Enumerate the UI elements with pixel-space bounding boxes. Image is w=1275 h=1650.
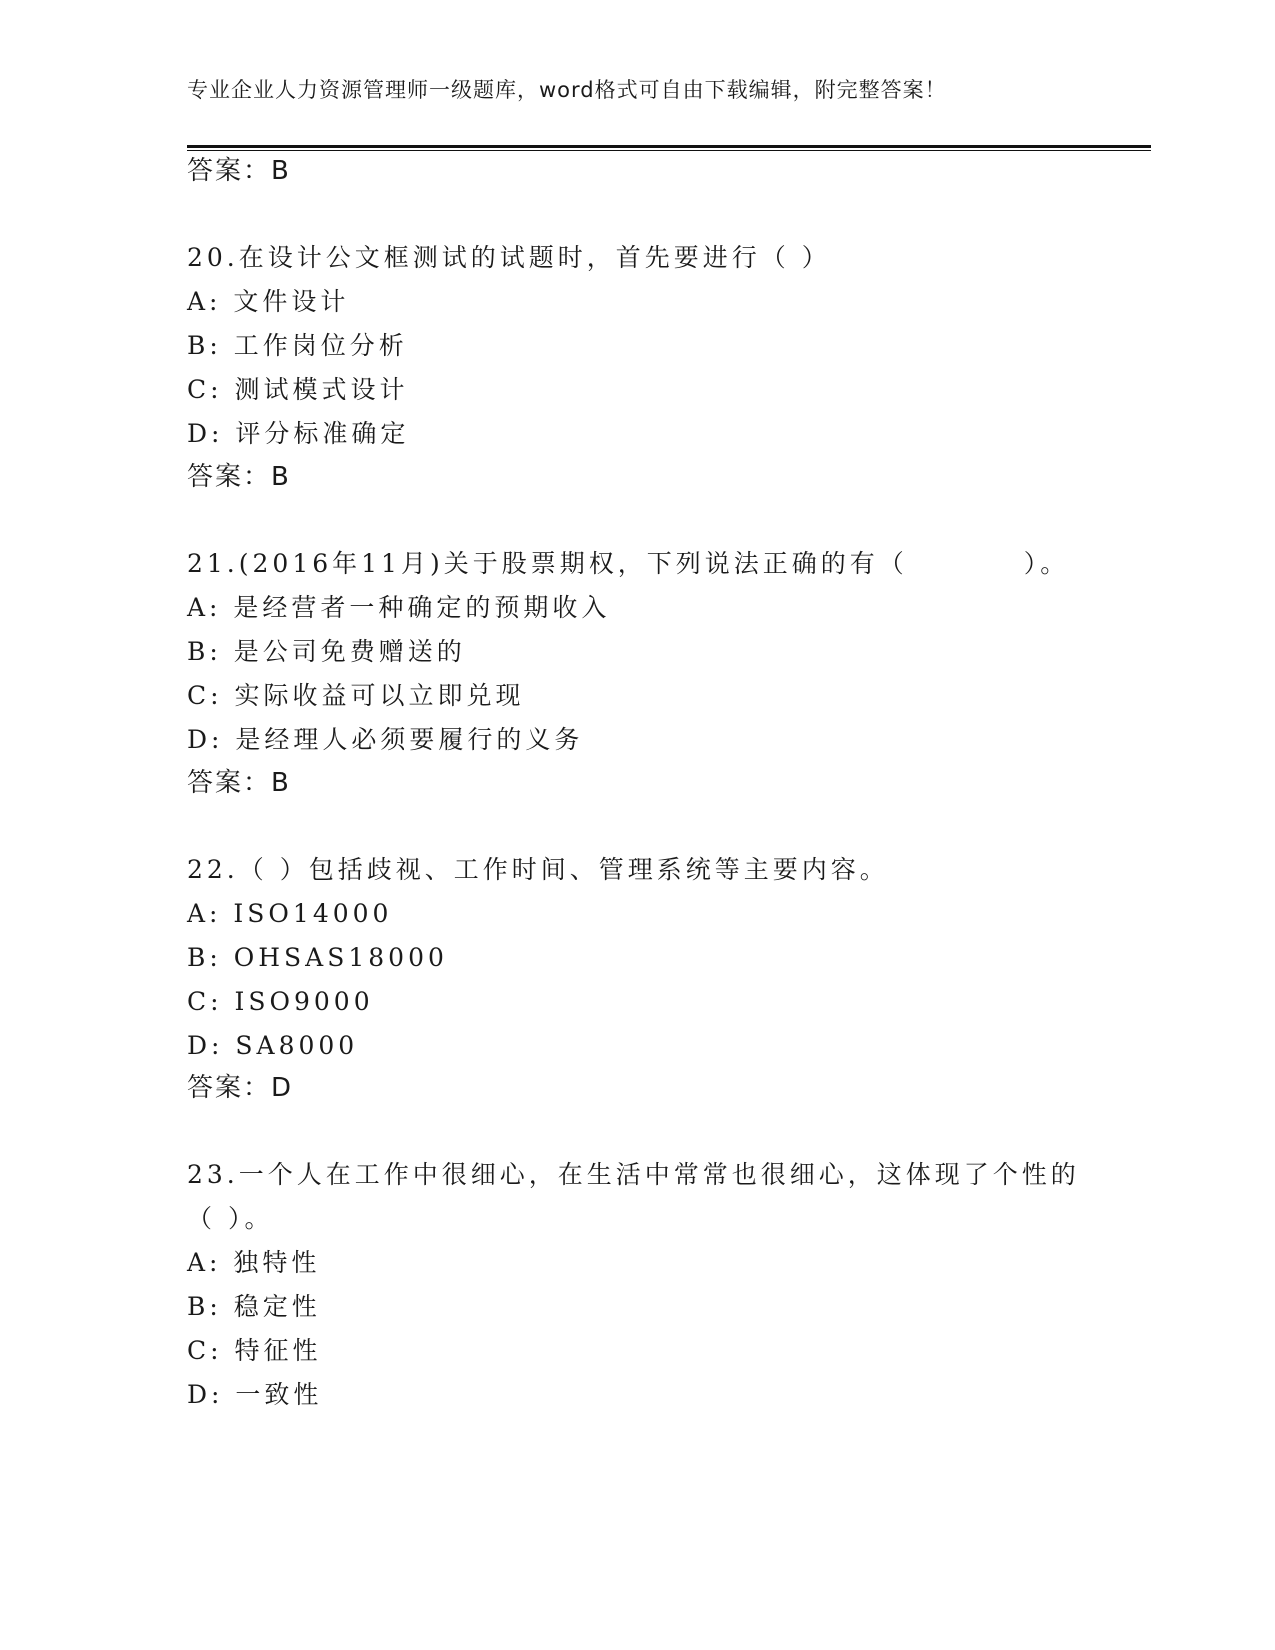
question-20-option-b: B: 工作岗位分析 (187, 331, 408, 360)
question-21-option-d: D: 是经理人必须要履行的义务 (187, 725, 584, 754)
question-21-option-b: B: 是公司免费赠送的 (187, 637, 466, 666)
question-20-answer: 答案：B (187, 462, 291, 492)
question-22-option-a: A: ISO14000 (187, 899, 393, 928)
question-22-option-b: B: OHSAS18000 (187, 943, 448, 972)
header-rule-thick (187, 145, 1151, 148)
question-21-answer: 答案：B (187, 768, 291, 798)
question-23-option-d: D: 一致性 (187, 1380, 323, 1409)
question-23-option-a: A: 独特性 (187, 1248, 321, 1277)
question-22-option-c: C: ISO9000 (187, 987, 374, 1016)
question-23-option-b: B: 稳定性 (187, 1292, 321, 1321)
question-20-stem: 20.在设计公文框测试的试题时，首先要进行（ ） (187, 243, 831, 272)
question-22-answer: 答案：D (187, 1073, 294, 1103)
question-20-option-a: A: 文件设计 (187, 287, 350, 316)
previous-answer: 答案：B (187, 156, 291, 186)
question-21-option-c: C: 实际收益可以立即兑现 (187, 681, 525, 710)
question-22-stem: 22.（ ）包括歧视、工作时间、管理系统等主要内容。 (187, 855, 889, 884)
question-21-option-a: A: 是经营者一种确定的预期收入 (187, 593, 611, 622)
header-rule-thin (187, 150, 1151, 151)
question-23-option-c: C: 特征性 (187, 1336, 322, 1365)
question-20-option-c: C: 测试模式设计 (187, 375, 409, 404)
question-20-option-d: D: 评分标准确定 (187, 419, 410, 448)
question-23-stem: 23.一个人在工作中很细心，在生活中常常也很细心，这体现了个性的 (187, 1160, 1080, 1189)
question-22-option-d: D: SA8000 (187, 1031, 359, 1060)
page-header: 专业企业人力资源管理师一级题库，word格式可自由下载编辑，附完整答案！ (187, 78, 947, 102)
question-23-stem-continued: （ ）。 (187, 1204, 274, 1233)
question-21-stem: 21.(2016年11月)关于股票期权，下列说法正确的有（ ）。 (187, 549, 1070, 578)
